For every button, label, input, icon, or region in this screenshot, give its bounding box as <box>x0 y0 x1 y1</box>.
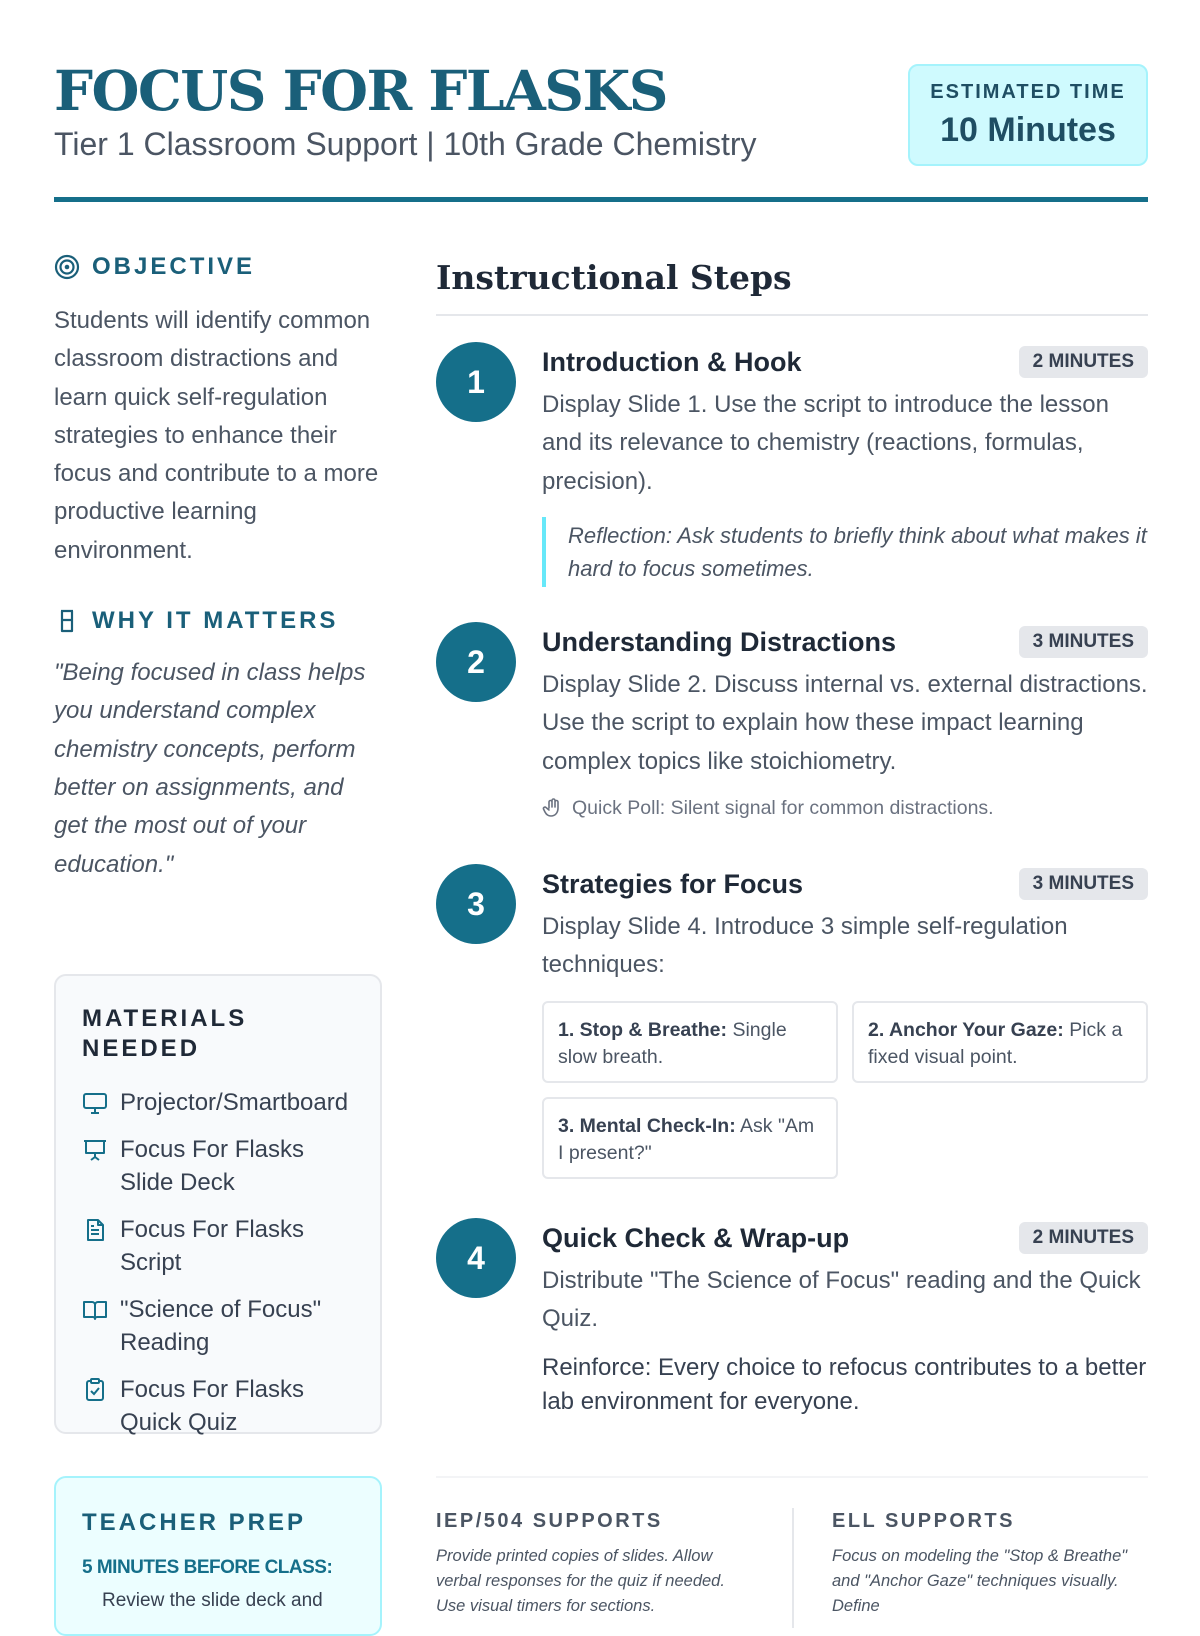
presentation-icon <box>82 1138 108 1162</box>
technique-name: 3. Mental Check-In: <box>558 1114 736 1137</box>
step-body <box>542 622 1148 821</box>
reinforce-note: Reinforce: Every choice to refocus contributes to a better lab environment for everyone. <box>542 1353 1147 1415</box>
objective-text: Students will identify common classroom distractions and learn quick self-regulation strategies to enhance their focus and contribute to a more productive learning environment. <box>54 307 379 564</box>
materials-item <box>82 1213 354 1279</box>
ell-supports <box>832 1508 1148 1619</box>
instructional-steps-heading: Instructional Steps <box>436 252 1148 316</box>
materials-item-label: Focus For Flasks Quick Quiz <box>120 1376 305 1436</box>
teacher-prep-heading: TEACHER PREP <box>82 1509 307 1536</box>
duration-badge: 2 MINUTES <box>1019 346 1148 378</box>
materials-heading: MATERIALS NEEDED <box>82 1005 248 1062</box>
technique-card <box>852 1001 1148 1083</box>
step-number: 1 <box>436 342 516 422</box>
left-column <box>54 252 382 884</box>
objective-heading-label: OBJECTIVE <box>92 253 256 280</box>
why-it-matters-heading <box>54 606 382 636</box>
teacher-prep-text: Review the slide deck and <box>102 1590 323 1611</box>
right-column <box>436 252 1148 316</box>
materials-panel <box>54 974 382 1434</box>
teacher-prep-panel <box>54 1476 382 1636</box>
flask-icon <box>54 608 80 634</box>
reflection-note: Reflection: Ask students to briefly think about what makes it hard to focus sometimes. <box>542 517 1148 587</box>
hand-icon <box>542 797 564 819</box>
page-header <box>54 58 1148 202</box>
technique-desc: Pick a fixed visual point. <box>868 1018 1123 1068</box>
step-header <box>542 622 1148 662</box>
estimated-time-box <box>908 64 1148 166</box>
techniques-grid <box>542 1001 1148 1179</box>
step-title: Quick Check & Wrap-up <box>542 1223 850 1253</box>
materials-item <box>82 1373 354 1439</box>
step-body <box>542 864 1148 1179</box>
why-it-matters-label: WHY IT MATTERS <box>92 607 339 635</box>
quick-poll-text: Quick Poll: Silent signal for common distractions. <box>572 796 994 819</box>
target-icon <box>54 254 80 280</box>
step-body <box>542 1218 1148 1419</box>
page-title: FOCUS FOR FLASKS <box>54 58 668 123</box>
materials-item-label: Focus For Flasks Slide Deck <box>120 1136 305 1196</box>
document-icon <box>82 1218 108 1242</box>
step-title: Introduction & Hook <box>542 347 802 377</box>
step-title: Understanding Distractions <box>542 627 897 657</box>
step-number: 2 <box>436 622 516 702</box>
step-header <box>542 864 1148 904</box>
technique-card <box>542 1001 838 1083</box>
iep-supports-text: Provide printed copies of slides. Allow verbal responses for the quiz if needed. Use visual timers for sections. <box>436 1547 725 1615</box>
duration-badge: 3 MINUTES <box>1019 868 1148 900</box>
technique-name: 2. Anchor Your Gaze: <box>868 1018 1064 1041</box>
step-text: Display Slide 2. Discuss internal vs. external distractions. Use the script to explain how these impact learning complex topics like stoichiometry. <box>542 671 1148 775</box>
technique-desc: Single slow breath. <box>558 1018 787 1068</box>
estimated-time-value: 10 Minutes <box>940 111 1116 149</box>
technique-desc: Ask "Am I present?" <box>558 1114 815 1164</box>
step-header <box>542 1218 1148 1258</box>
ell-supports-heading: ELL SUPPORTS <box>832 1510 1015 1532</box>
objective-heading <box>54 252 382 282</box>
supports-divider <box>792 1508 794 1628</box>
materials-list <box>82 1086 354 1439</box>
book-icon <box>82 1298 108 1322</box>
materials-item-label: Projector/Smartboard <box>120 1089 349 1116</box>
teacher-prep-subheading: 5 MINUTES BEFORE CLASS: <box>82 1557 333 1578</box>
duration-badge: 3 MINUTES <box>1019 626 1148 658</box>
estimated-time-label: ESTIMATED TIME <box>930 81 1126 103</box>
materials-item <box>82 1293 354 1359</box>
supports-section <box>436 1476 1148 1616</box>
quick-poll-note <box>542 795 1148 821</box>
clipboard-check-icon <box>82 1378 108 1402</box>
materials-item-label: Focus For Flasks Script <box>120 1216 305 1276</box>
step-text: Distribute "The Science of Focus" reading and the Quick Quiz. <box>542 1267 1141 1333</box>
step-text: Display Slide 4. Introduce 3 simple self-regulation techniques: <box>542 913 1068 979</box>
step-number: 4 <box>436 1218 516 1298</box>
materials-item-label: "Science of Focus" Reading <box>120 1296 322 1356</box>
materials-item <box>82 1086 354 1119</box>
why-it-matters-quote: "Being focused in class helps you understand complex chemistry concepts, perform better on assignments, and get the most out of your education." <box>54 659 366 878</box>
step-title: Strategies for Focus <box>542 869 804 899</box>
technique-card <box>542 1097 838 1179</box>
iep-supports <box>436 1508 752 1619</box>
materials-item <box>82 1133 354 1199</box>
technique-name: 1. Stop & Breathe: <box>558 1018 728 1041</box>
page-subtitle: Tier 1 Classroom Support | 10th Grade Chemistry <box>54 126 757 162</box>
iep-supports-heading: IEP/504 SUPPORTS <box>436 1510 663 1532</box>
step-text: Display Slide 1. Use the script to introduce the lesson and its relevance to chemistry (reactions, formulas, precision). <box>542 391 1109 495</box>
step-body <box>542 342 1148 587</box>
monitor-icon <box>82 1091 108 1115</box>
step-number: 3 <box>436 864 516 944</box>
ell-supports-text: Focus on modeling the "Stop & Breathe" and "Anchor Gaze" techniques visually. Define <box>832 1547 1128 1615</box>
step-header <box>542 342 1148 382</box>
duration-badge: 2 MINUTES <box>1019 1222 1148 1254</box>
